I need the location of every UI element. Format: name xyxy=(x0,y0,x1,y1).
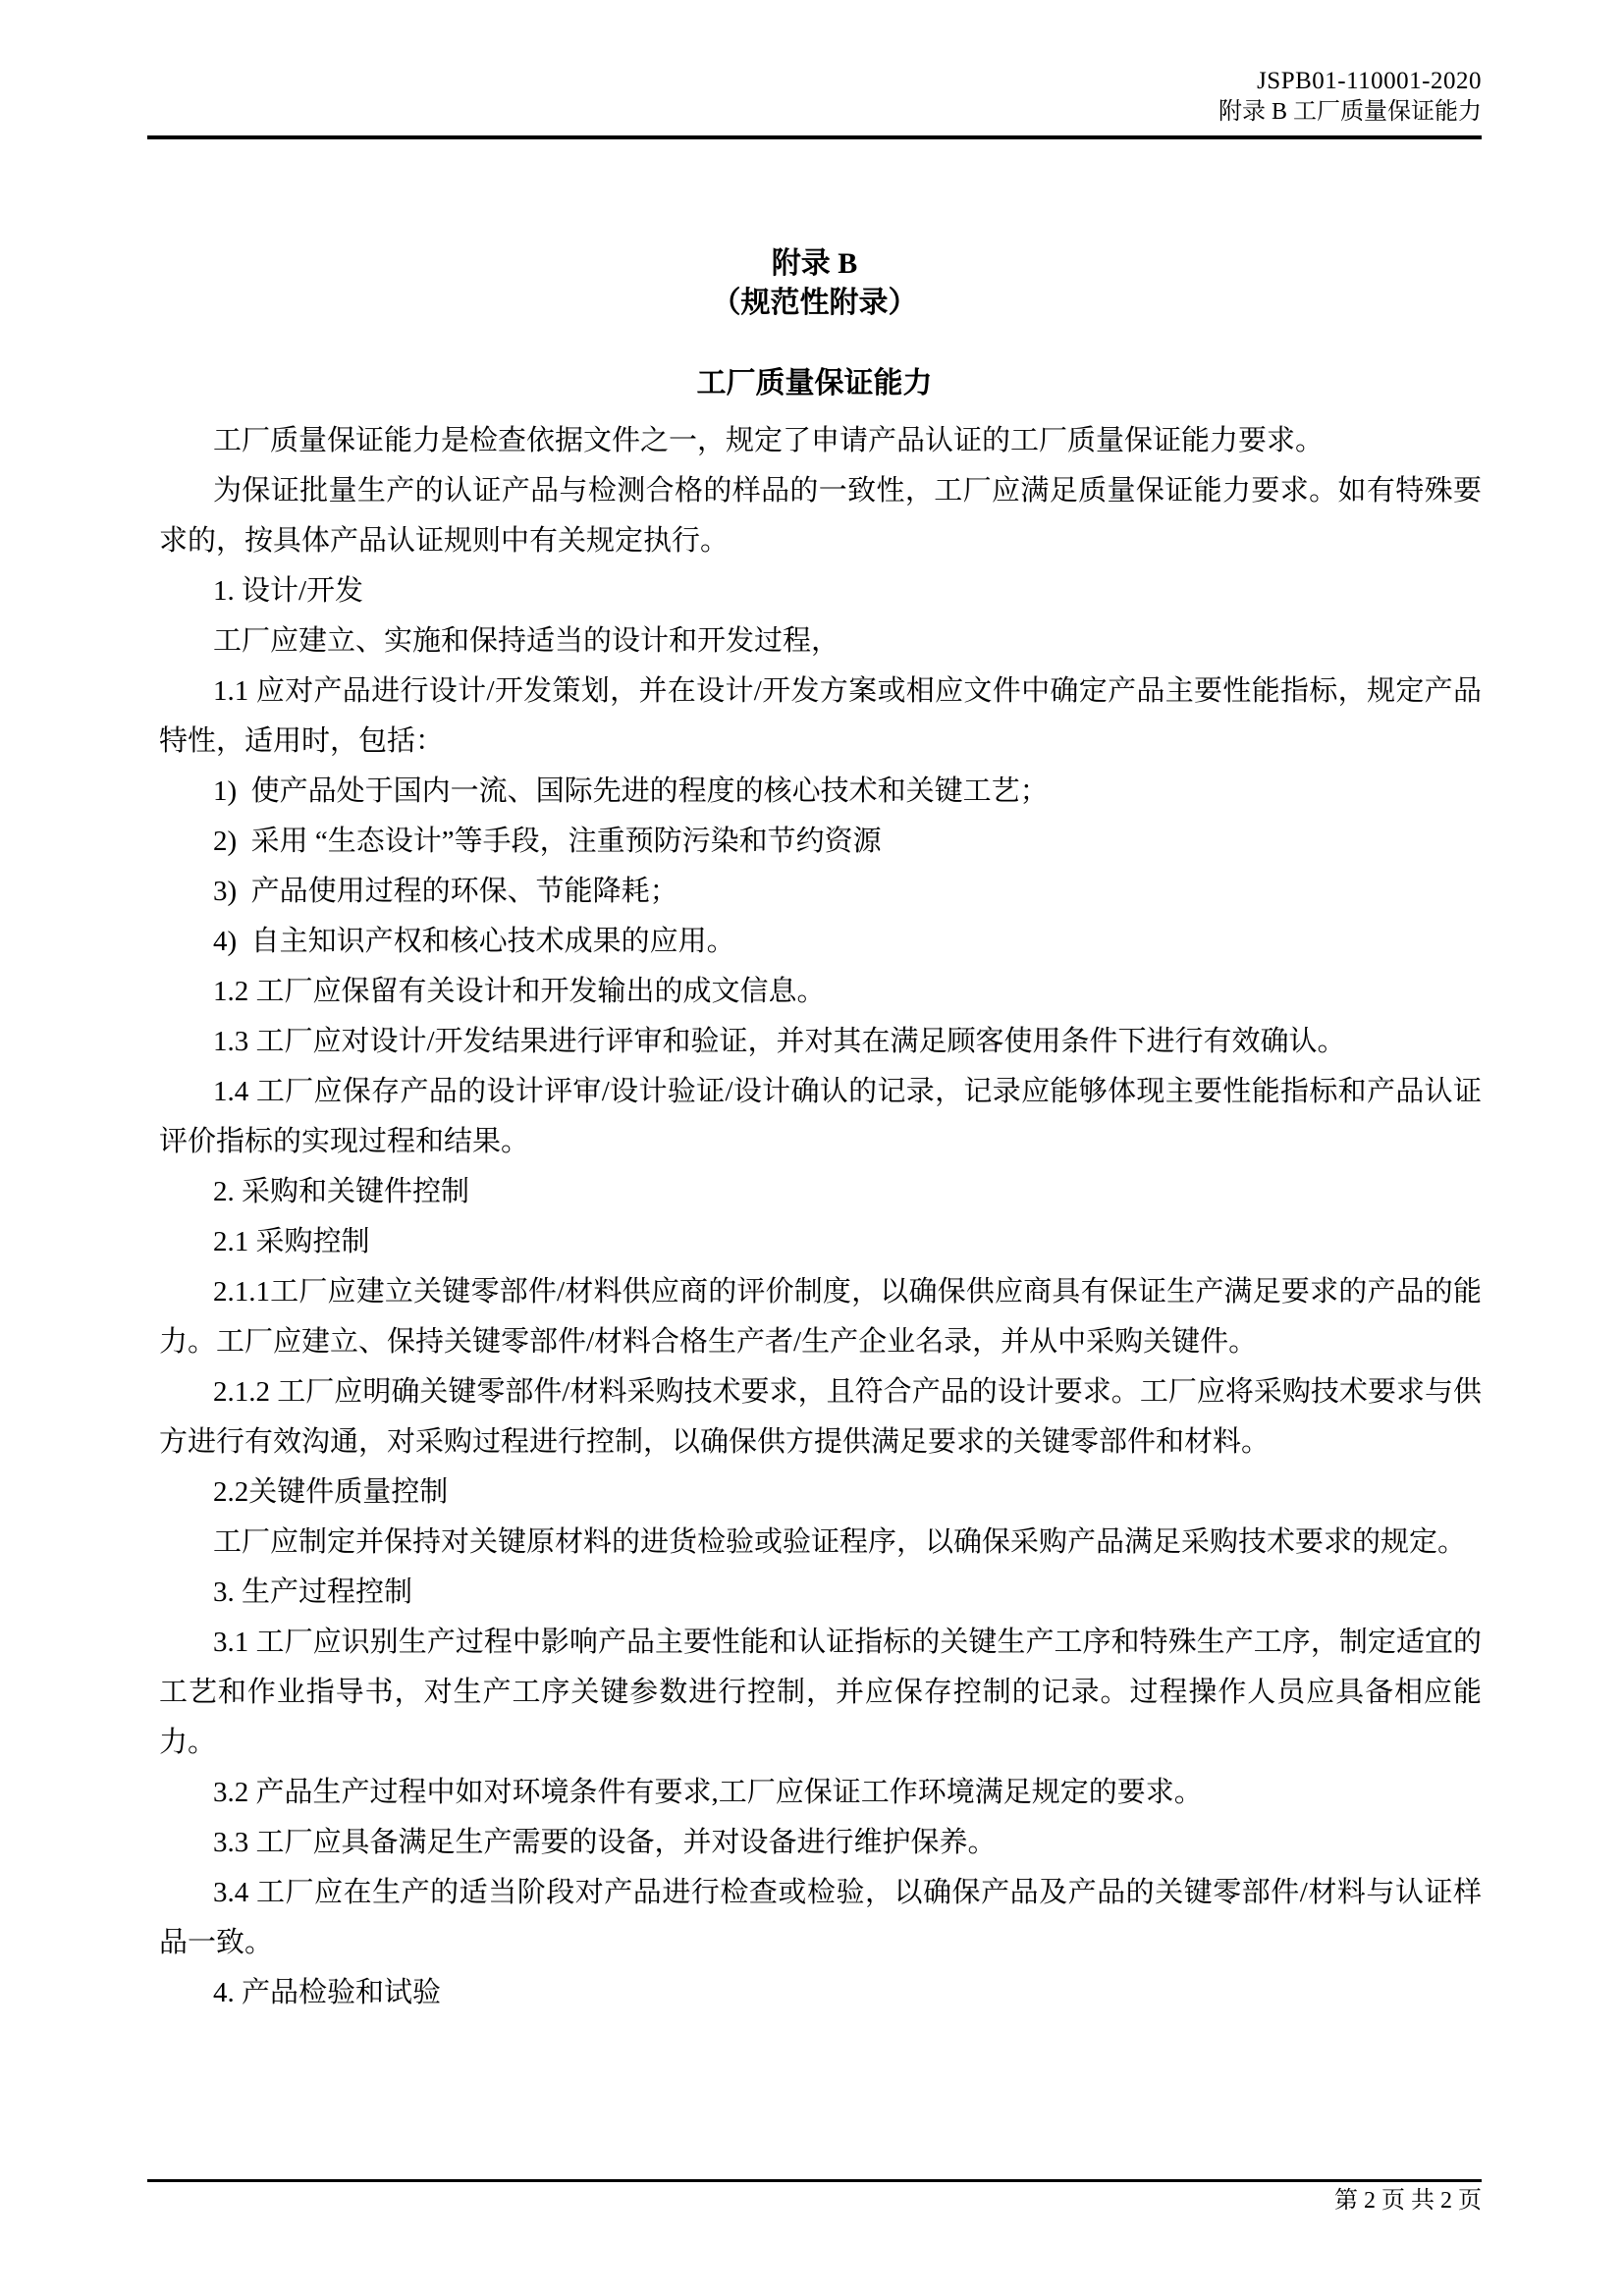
paragraph: 3.1 工厂应识别生产过程中影响产品主要性能和认证指标的关键生产工序和特殊生产工序，制定适宜的工艺和作业指导书，对生产工序关键参数进行控制，并应保存控制的记录。过程操作人员应具备相应能力。 xyxy=(159,1627,1482,1758)
paragraph: 4. 产品检验和试验 xyxy=(213,1977,442,2008)
paragraph: 工厂应制定并保持对关键原材料的进货检验或验证程序，以确保采购产品满足采购技术要求的规定。 xyxy=(213,1526,1467,1558)
paragraph: 1. 设计/开发 xyxy=(213,575,364,607)
paragraph: 4) 自主知识产权和核心技术成果的应用。 xyxy=(213,926,735,957)
document-main xyxy=(0,247,1624,2018)
appendix-label: 附录 B xyxy=(771,247,858,280)
header-doc-title: 附录 B 工厂质量保证能力 xyxy=(1218,99,1482,125)
paragraph: 3.4 工厂应在生产的适当阶段对产品进行检查或检验，以确保产品及产品的关键零部件/材料与认证样品一致。 xyxy=(159,1877,1482,1958)
paragraph: 2.2关键件质量控制 xyxy=(213,1476,449,1508)
paragraph: 工厂应建立、实施和保持适当的设计和开发过程， xyxy=(213,625,840,657)
section-title: 工厂质量保证能力 xyxy=(696,367,933,400)
paragraph: 3.3 工厂应具备满足生产需要的设备，并对设备进行维护保养。 xyxy=(213,1827,997,1858)
header-doc-code: JSPB01-110001-2020 xyxy=(1257,68,1482,94)
paragraph: 为保证批量生产的认证产品与检测合格的样品的一致性，工厂应满足质量保证能力要求。如有特殊要求的，按具体产品认证规则中有关规定执行。 xyxy=(159,475,1482,557)
paragraph: 2.1.2 工厂应明确关键零部件/材料采购技术要求，且符合产品的设计要求。工厂应将采购技术要求与供方进行有效沟通，对采购过程进行控制，以确保供方提供满足要求的关键零部件和材料。 xyxy=(159,1376,1482,1458)
paragraph: 2.1.1工厂应建立关键零部件/材料供应商的评价制度，以确保供应商具有保证生产满足要求的产品的能力。工厂应建立、保持关键零部件/材料合格生产者/生产企业名录，并从中采购关键件。 xyxy=(159,1276,1482,1358)
paragraph: 3) 产品使用过程的环保、节能降耗； xyxy=(213,876,678,907)
paragraph: 2. 采购和关键件控制 xyxy=(213,1176,470,1207)
appendix-normative-label: （规范性附录） xyxy=(711,287,918,319)
paragraph: 3. 生产过程控制 xyxy=(213,1576,413,1608)
paragraph: 工厂质量保证能力是检查依据文件之一，规定了申请产品认证的工厂质量保证能力要求。 xyxy=(213,425,1325,456)
page-footer xyxy=(147,2179,1482,2217)
header-rule xyxy=(147,135,1482,139)
paragraph: 2.1 采购控制 xyxy=(213,1226,370,1257)
paragraph: 1.2 工厂应保留有关设计和开发输出的成文信息。 xyxy=(213,976,826,1007)
paragraph: 2) 采用 “生态设计”等手段，注重预防污染和节约资源 xyxy=(213,826,882,857)
paragraph: 1) 使产品处于国内一流、国际先进的程度的核心技术和关键工艺； xyxy=(213,775,1049,807)
paragraph: 1.1 应对产品进行设计/开发策划，并在设计/开发方案或相应文件中确定产品主要性能指标，规定产品特性，适用时，包括： xyxy=(159,675,1482,757)
paragraph: 3.2 产品生产过程中如对环境条件有要求,工厂应保证工作环境满足规定的要求。 xyxy=(213,1777,1203,1808)
paragraph: 1.3 工厂应对设计/开发结果进行评审和验证，并对其在满足顾客使用条件下进行有效确认。 xyxy=(213,1026,1346,1057)
document-body xyxy=(159,416,1482,2018)
paragraph: 1.4 工厂应保存产品的设计评审/设计验证/设计确认的记录，记录应能够体现主要性能指标和产品认证评价指标的实现过程和结果。 xyxy=(159,1076,1482,1157)
page-number: 第 2 页 共 2 页 xyxy=(1334,2188,1482,2214)
page-header xyxy=(0,0,1624,139)
